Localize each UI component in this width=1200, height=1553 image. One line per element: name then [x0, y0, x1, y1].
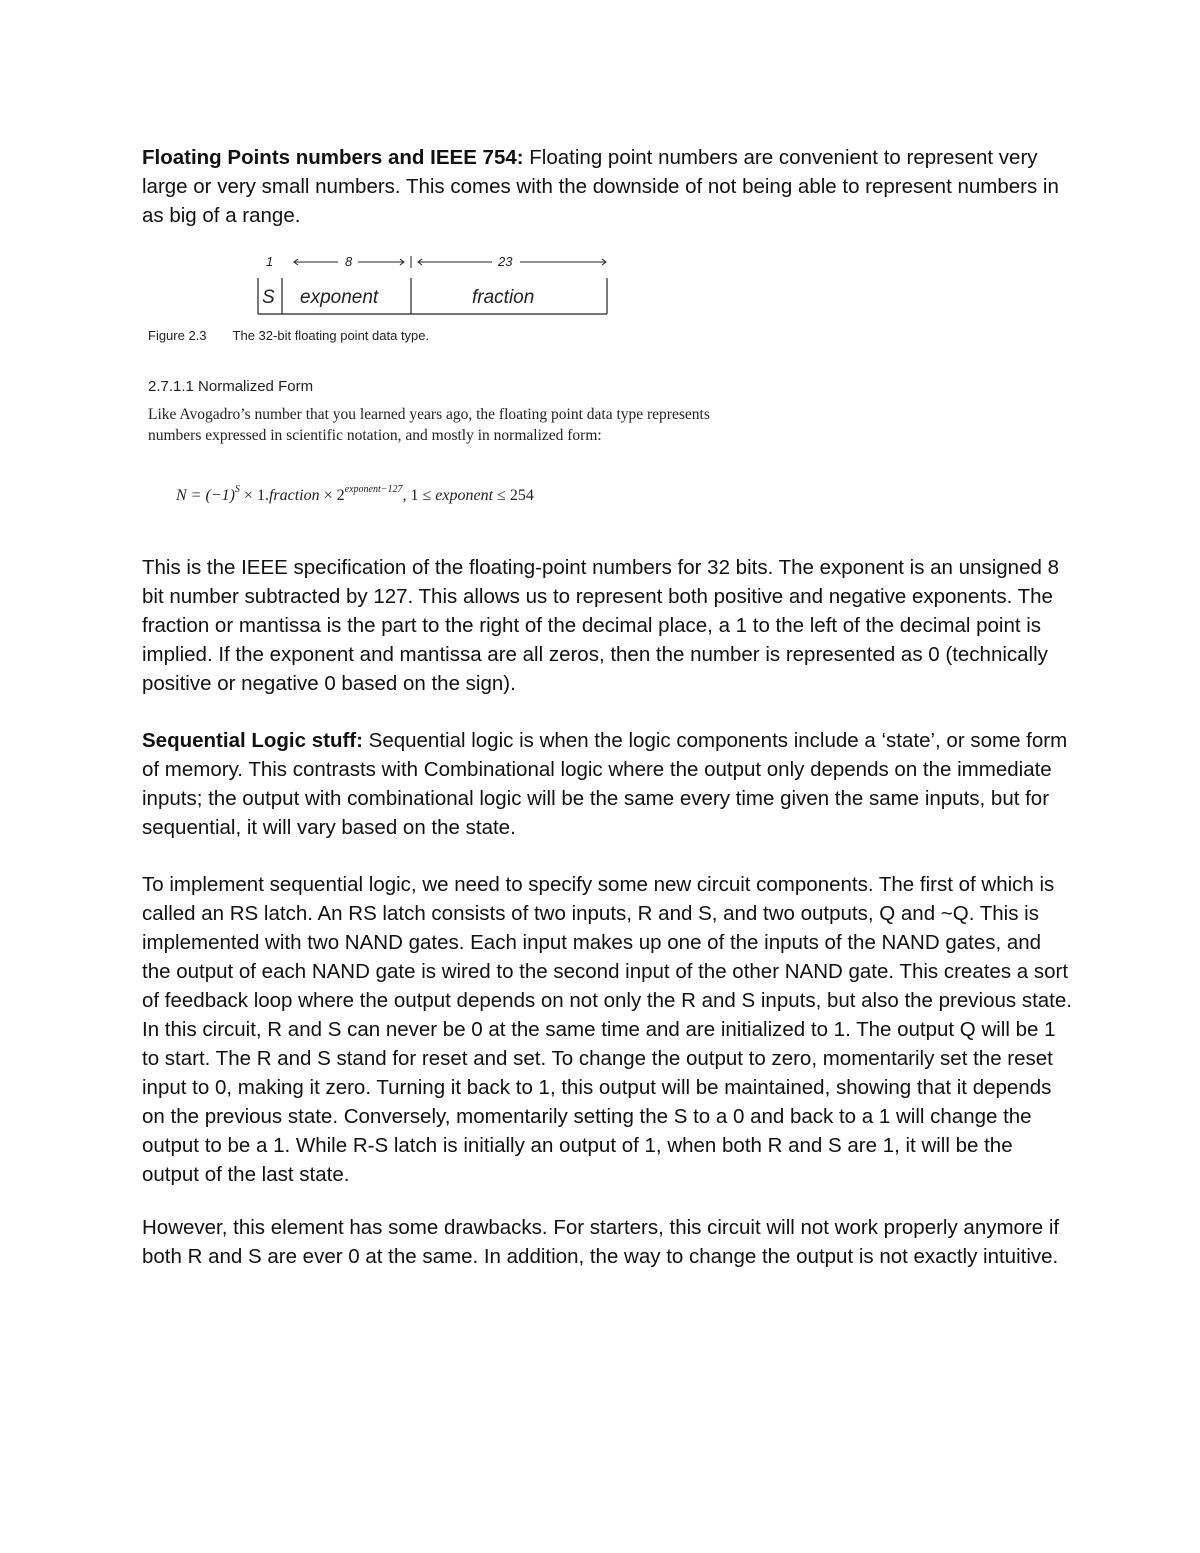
paragraph-ieee-spec: This is the IEEE specification of the floating-point numbers for 32 bits. The exponent is an unsigned 8 bit number subtracted by 127. This allows us to represent both positive and negative exponents. The fraction or mantissa is the part to the right of the decimal place, a 1 to the left of the decimal point is implied. If the exponent and mantissa are all zeros, then the number is represented as 0 (technically positive or negative 0 based on the sign).	[142, 556, 1059, 695]
exponent-field: exponent	[300, 287, 379, 308]
paragraph-body: Sequential logic is when the logic components include a ‘state’, or some form of memory. This contrasts with Combinational logic where the output only depends on the immediate inputs; the output with combinational logic will be the same every time given the same inputs, but for sequential, it will vary based on the state.	[142, 729, 1068, 839]
formula-exponent: exponent−127	[344, 484, 403, 495]
paragraph-sequential-logic	[142, 726, 1072, 842]
figure-number: Figure 2.3	[148, 328, 207, 343]
formula-base: × 2	[319, 487, 345, 504]
float-format-diagram	[140, 248, 740, 324]
sign-width-label: 1	[266, 254, 274, 269]
paragraph-body: Floating point numbers are convenient to represent very large or very small numbers. This comes with the downside of not being able to represent numbers in as big of a range.	[142, 146, 1059, 227]
sign-field: S	[262, 287, 275, 308]
formula-times: × 1.	[239, 487, 269, 504]
paragraph-heading: Floating Points numbers and IEEE 754:	[142, 146, 524, 169]
formula-range-start: , 1 ≤	[402, 487, 436, 504]
exponent-width-label: 8	[345, 254, 353, 269]
figure-32bit-float	[140, 248, 740, 358]
figure-caption	[148, 328, 429, 343]
formula-fraction: fraction	[268, 487, 320, 504]
paragraph-drawbacks: However, this element has some drawbacks. For starters, this circuit will not work properly anymore if both R and S are ever 0 at the same. In addition, the way to change the output is not exactly intuitive.	[142, 1216, 1060, 1268]
paragraph-floating-point	[142, 143, 1072, 230]
fraction-field: fraction	[472, 287, 535, 308]
section-heading-normalized-form: 2.7.1.1 Normalized Form	[148, 378, 314, 395]
normalized-formula	[176, 484, 534, 505]
formula-exponent-var: exponent	[435, 487, 494, 504]
figure-caption-text: The 32-bit floating point data type.	[232, 328, 430, 343]
formula-lhs: N = (−1)	[176, 487, 235, 504]
normalized-form-text: Like Avogadro’s number that you learned years ago, the floating point data type represents numbers expressed in scientific notation, and mostly in normalized form:	[148, 406, 710, 444]
paragraph-heading: Sequential Logic stuff:	[142, 729, 363, 752]
fraction-width-label: 23	[498, 254, 513, 269]
formula-range-end: ≤ 254	[493, 487, 534, 504]
formula-sign-exponent: S	[234, 484, 240, 495]
paragraph-rs-latch: To implement sequential logic, we need to specify some new circuit components. The first of which is called an RS latch. An RS latch consists of two inputs, R and S, and two outputs, Q and ~Q. This is implemented with two NAND gates. Each input makes up one of the inputs of the NAND gates, and the output of each NAND gate is wired to the second input of the other NAND gate. This creates a sort of feedback loop where the output depends on not only the R and S inputs, but also the previous state. In this circuit, R and S can never be 0 at the same time and are initialized to 1. The output Q will be 1 to start. The R and S stand for reset and set. To change the output to zero, momentarily set the reset input to 0, making it zero. Turning it back to 1, this output will be maintained, showing that it depends on the previous state. Conversely, momentarily setting the S to a 0 and back to a 1 will change the output to be a 1. While R-S latch is initially an output of 1, when both R and S are 1, it will be the output of the last state.	[142, 873, 1072, 1186]
